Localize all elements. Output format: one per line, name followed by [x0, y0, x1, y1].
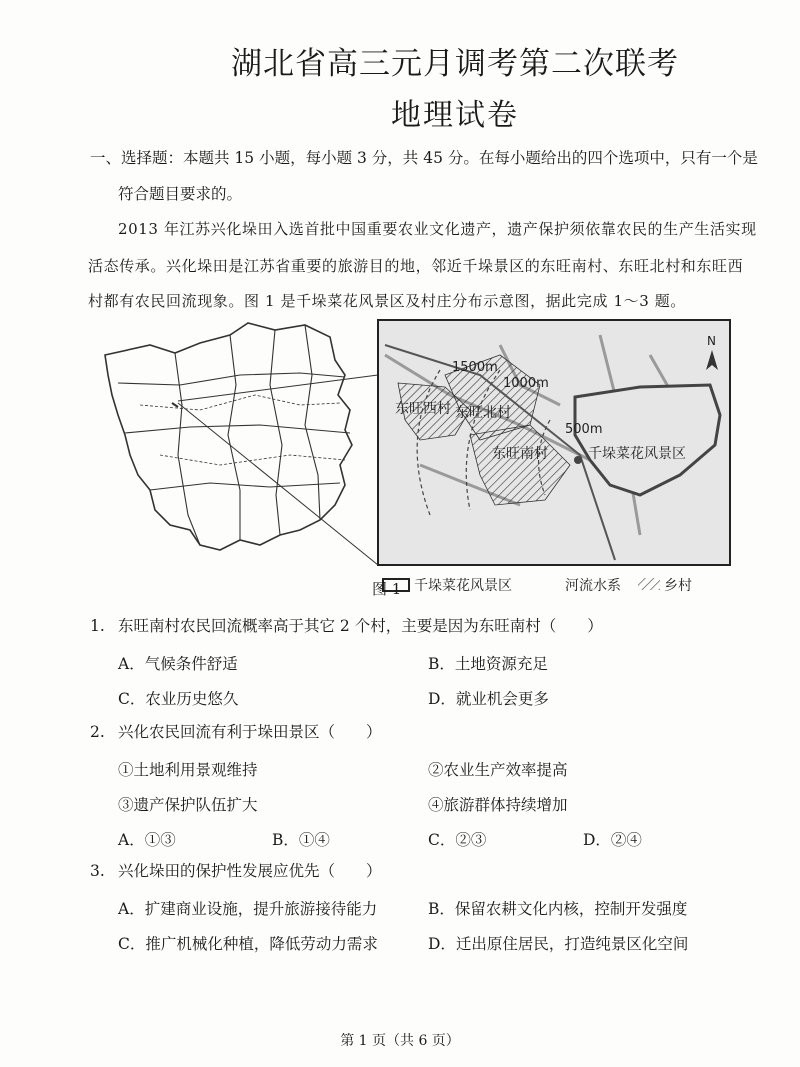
- exam-subject: 地理试卷: [391, 98, 519, 133]
- q2-option-c[interactable]: C．②③: [428, 831, 487, 849]
- q3-option-d[interactable]: D．迁出原住居民，打造纯景区化空间: [428, 935, 689, 953]
- q2-statement-4: ④旅游群体持续增加: [428, 796, 568, 814]
- question-2-stem: 兴化农民回流有利于垛田景区（ ）: [118, 723, 382, 741]
- q2-statement-2: ②农业生产效率提高: [428, 761, 568, 779]
- intro-line-3: 村都有农民回流现象。图 1 是千垛菜花风景区及村庄分布示意图，据此完成 1～3 题。: [88, 292, 686, 310]
- label-scenic-area: 千垛菜花风景区: [588, 446, 686, 462]
- q3-option-b[interactable]: B．保留农耕文化内核，控制开发强度: [428, 900, 688, 918]
- distance-1000: 1000m: [503, 376, 549, 391]
- legend-river: 河流水系: [565, 578, 621, 594]
- q3-option-a[interactable]: A．扩建商业设施，提升旅游接待能力: [118, 900, 378, 918]
- question-2-number: 2.: [90, 723, 105, 741]
- q1-option-c[interactable]: C．农业历史悠久: [118, 690, 239, 708]
- distance-1500: 1500m: [452, 360, 498, 375]
- exam-title: 湖北省高三元月调考第二次联考: [231, 46, 679, 82]
- intro-line-1: 2013 年江苏兴化垛田入选首批中国重要农业文化遗产，遗产保护须依靠农民的生产生活实现: [118, 220, 757, 238]
- question-3-stem: 兴化垛田的保护性发展应优先（ ）: [118, 862, 382, 880]
- label-village-west: 东旺西村: [395, 401, 451, 417]
- q1-option-b[interactable]: B．土地资源充足: [428, 655, 548, 673]
- section-heading-cont: 符合题目要求的。: [118, 185, 243, 203]
- scenic-detail-map: [378, 320, 730, 565]
- page-footer: 第 1 页（共 6 页）: [340, 1033, 460, 1049]
- legend-village-swatch: [638, 578, 660, 590]
- legend-scenic: 千垛菜花风景区: [414, 578, 512, 594]
- label-village-south: 东旺南村: [492, 446, 548, 462]
- question-1-stem: 东旺南村农民回流概率高于其它 2 个村，主要是因为东旺南村（ ）: [118, 617, 603, 635]
- q2-statement-1: ①土地利用景观维持: [118, 761, 258, 779]
- north-arrow-icon: N: [707, 334, 716, 348]
- figure-caption: 图 1: [372, 580, 402, 598]
- question-3-number: 3.: [90, 862, 105, 880]
- label-village-north: 东旺北村: [455, 405, 511, 421]
- q2-option-a[interactable]: A．①③: [118, 831, 176, 849]
- q1-option-d[interactable]: D．就业机会更多: [428, 690, 549, 708]
- intro-line-2: 活态传承。兴化垛田是江苏省重要的旅游目的地，邻近千垛景区的东旺南村、东旺北村和东旺西: [88, 257, 744, 275]
- section-heading: 一、选择题：本题共 15 小题，每小题 3 分，共 45 分。在每小题给出的四个选项中，只有一个是: [90, 149, 758, 167]
- legend-village: 乡村: [664, 578, 692, 594]
- distance-500: 500m: [565, 422, 603, 437]
- county-overview-map: [105, 323, 378, 565]
- q2-option-d[interactable]: D．②④: [583, 831, 642, 849]
- q2-option-b[interactable]: B．①④: [272, 831, 330, 849]
- q1-option-a[interactable]: A．气候条件舒适: [118, 655, 238, 673]
- q3-option-c[interactable]: C．推广机械化种植，降低劳动力需求: [118, 935, 378, 953]
- figure-1-map: [0, 315, 800, 605]
- q2-statement-3: ③遗产保护队伍扩大: [118, 796, 258, 814]
- question-1-number: 1.: [90, 617, 105, 635]
